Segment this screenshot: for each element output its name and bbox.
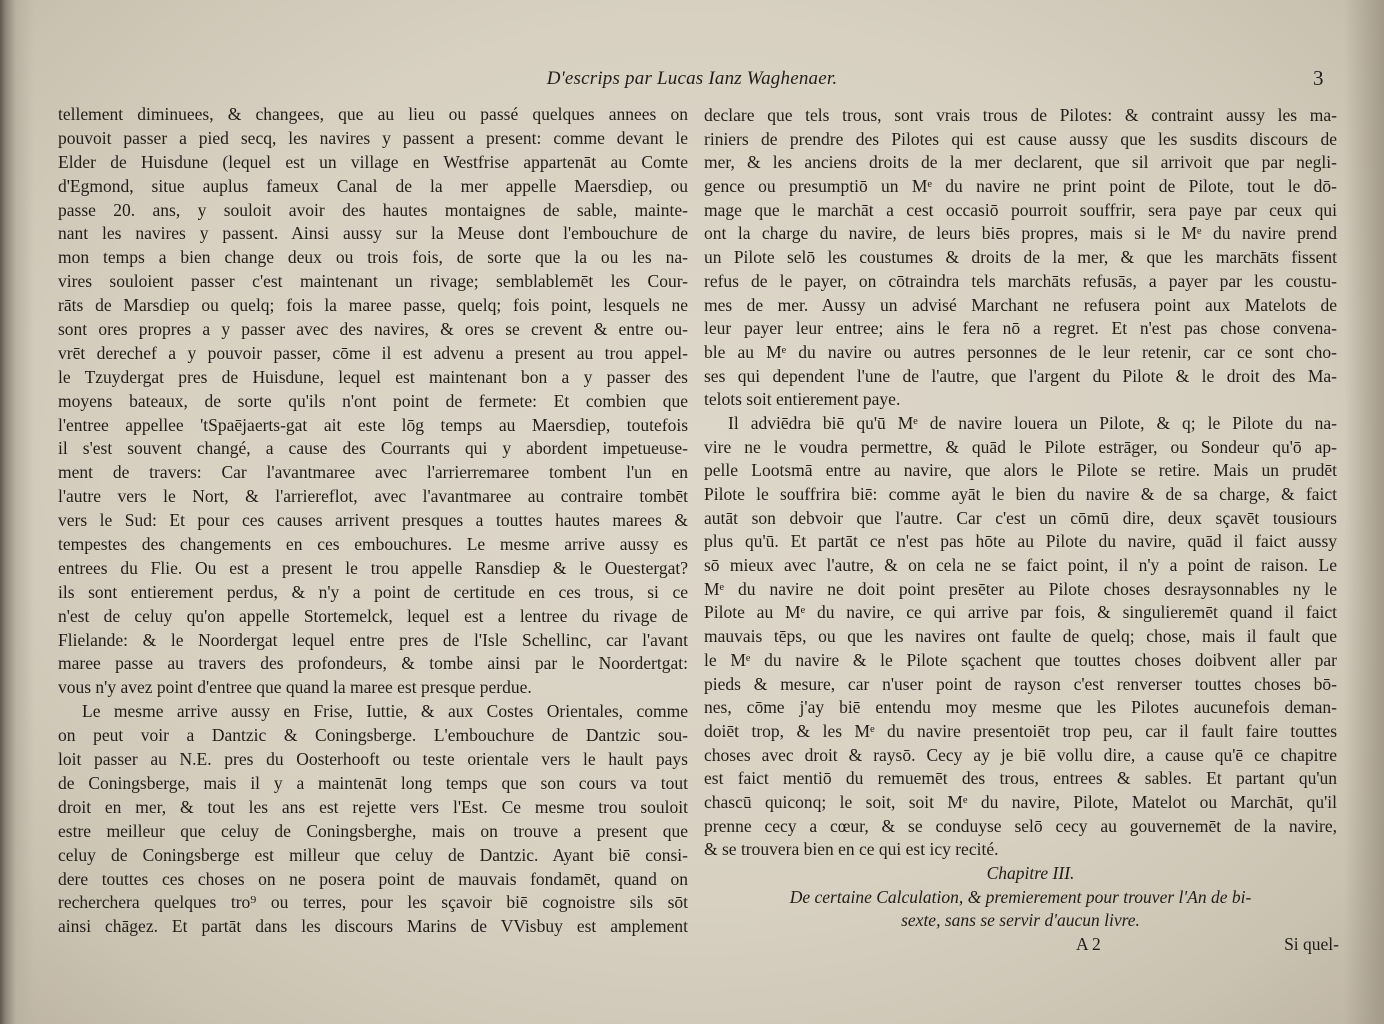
text-line: Pilote le souffrira biē: comme ayāt le bien du navire & de sa charge, & faict	[704, 484, 1337, 504]
text-line: plus qu'ū. Et partāt ce n'est pas hōte au Pilote du navire, quād il faict aussy	[704, 531, 1337, 552]
chapter-title-line: sexte, sans se servir d'aucun livre.	[901, 910, 1140, 931]
text-line: riniers de prendre des Pilotes qui est cause aussy que les susdits discours de	[704, 128, 1337, 149]
text-line: tempestes des changements en ces embouchures. Le mesme arrive aussy es	[58, 534, 688, 555]
text-line: tellement diminuees, & changees, que au lieu ou passé quelques annees on	[58, 104, 688, 124]
text-line: rāts de Marsdiep ou quelq; fois la maree passe, quelq; fois point, lesquels ne	[58, 295, 688, 316]
text-line: vous n'y avez point d'entree que quand la maree est presque perdue.	[58, 677, 532, 698]
text-line: l'autre vers le Nort, & l'arriereflot, avec l'avantmaree au contraire tombēt	[58, 486, 688, 507]
text-line: estre meilleur que celuy de Coningsberghe, mais on trouve a present que	[58, 820, 688, 841]
text-line: maree passe au travers des profondeurs, & tombe ainsi par le Noordertgat:	[58, 653, 688, 674]
text-line: droit en mer, & tout les ans est rejette vers l'Est. Ce mesme trou souloit	[58, 796, 688, 817]
text-line: entrees du Flie. Ou est a present le trou appelle Ransdiep & le Ouestergat?	[58, 557, 688, 578]
text-line: doiēt trop, & les Mᵉ du navire presentoiēt trop peu, car il fault faire touttes	[704, 720, 1337, 741]
text-line: mauvais tēps, ou que les navires ont faulte de quelq; chose, mais il fault que	[704, 626, 1337, 647]
text-line: nant les navires y passent. Ainsi aussy sur la Meuse dont l'embouchure de	[58, 223, 688, 244]
text-line: ils sont entierement perdus, & n'y a point de certitude en ces trous, si ce	[58, 581, 688, 602]
text-line: moyens bateaux, de sorte qu'ils n'ont point de fermete: Et combien que	[58, 390, 688, 411]
paragraph	[704, 412, 1337, 862]
text-line: ont la charge du navire, de leurs biēs propres, mais si le Mᵉ du navire prend	[704, 223, 1337, 244]
text-line: mes de mer. Aussy un advisé Marchant ne refusera point aux Matelots de	[704, 294, 1337, 315]
page-footer	[704, 933, 1337, 957]
text-line: choses avec droit & raysō. Cecy ay je biē vollu dire, a cause qu'ē ce chapitre	[704, 744, 1337, 765]
text-line: Le mesme arrive aussy en Frise, Iuttie, & aux Costes Orientales, comme	[82, 701, 688, 722]
text-line: ble au Mᵉ du navire ou autres personnes de le leur retenir, car ce sont cho-	[704, 341, 1337, 362]
text-line: Flielande: & le Noordergat lequel entre pres de l'Isle Schellinc, car l'avant	[58, 629, 688, 650]
text-line: de Coningsberge, mais il y a maintenāt long temps que son cours va tout	[58, 772, 688, 793]
running-title: D'escrips par Lucas Ianz Waghenaer.	[546, 68, 838, 89]
text-line: Elder de Huisdune (lequel est un village en Westfrise appartenāt au Comte	[58, 151, 688, 172]
text-line: ainsi chāgez. Et partāt dans les discours Marins de VVisbuy est amplement	[58, 916, 688, 937]
text-line: pieds & mesure, car n'user point de rayson c'est renverser touttes choses bō-	[704, 673, 1337, 694]
paragraph	[58, 700, 688, 939]
text-line: celuy de Coningsberge est milleur que celuy de Dantzic. Ayant biē consi-	[58, 844, 688, 865]
text-line: est faict mentiō du remuemēt des trous, entrees & sables. Et partant qu'un	[704, 768, 1337, 789]
left-column	[58, 103, 688, 939]
text-line: prenne cecy a cœur, & se conduyse selō cecy au gouvernemēt de la navire,	[704, 815, 1337, 836]
right-column-body	[704, 104, 1337, 862]
text-line: Mᵉ du navire ne doit point presēter au Pilote choses desraysonnables ny le	[704, 578, 1337, 599]
text-line: passe 20. ans, y souloit avoir des hautes montaignes de sable, mainte-	[58, 199, 688, 220]
text-line: ses qui dependent l'une de l'autre, que l'argent du Pilote & le droit des Ma-	[704, 365, 1337, 386]
text-line: ment de travers: Car l'avantmaree avec l'arrierremaree tombent l'un en	[58, 462, 688, 483]
text-line: il s'est souvent changé, a cause des Courrants qui y abordent impetueuse-	[58, 438, 688, 459]
text-line: dere touttes ces choses on ne posera point de mauvais fondamēt, quand on	[58, 868, 688, 889]
text-line: declare que tels trous, sont vrais trous de Pilotes: & contraint aussy les ma-	[704, 105, 1337, 125]
text-line: n'est de celuy qu'on appelle Stortemelck, lequel est a lentree du rivage de	[58, 605, 688, 626]
text-line: loit passer au N.E. pres du Oosterhooft ou teste orientale vers le hault pays	[58, 749, 688, 770]
catchword: Si quel-	[1284, 934, 1339, 955]
text-line: vrēt derechef a y pouvoir passer, cōme il est advenu a present au trou appel-	[58, 342, 688, 363]
text-line: refus de le payer, on cōtraindra tels marchāts refusās, a payer par les coustu-	[704, 270, 1337, 291]
text-line: le Mᵉ du navire & le Pilote sçachent que touttes choses doibvent aller par	[704, 649, 1337, 670]
text-line: mon temps a bien change deux ou trois fois, de sorte que la ou les na-	[58, 247, 688, 268]
text-line: le Tzuydergat pres de Huisdune, lequel est maintenant bon a y passer des	[58, 366, 688, 387]
text-line: mage que le marchāt a cest occasiō pourroit souffrir, sera paye par ceux qui	[704, 199, 1337, 220]
paragraph	[704, 104, 1337, 412]
text-line: autāt son debvoir que l'autre. Car c'est un cōmū dire, deux sçavēt tousiours	[704, 507, 1337, 528]
text-line: telots soit entierement paye.	[704, 389, 901, 410]
text-line: chascū quiconq; le soit, soit Mᵉ du navire, Pilote, Matelot ou Marchāt, qu'il	[704, 791, 1337, 812]
signature-mark: A 2	[1076, 934, 1101, 955]
text-line: vires souloient passer c'est maintenant un rivage; semblablemēt les Cour-	[58, 271, 688, 292]
text-line: un Pilote selō les coustumes & droits de la mer, & que les marchāts fissent	[704, 247, 1337, 268]
text-line: l'entree appellee 'tSpaējaerts-gat ait este lōg temps au Maersdiep, toutefois	[58, 414, 688, 435]
text-line: & se trouvera bien en ce qui est icy recité.	[704, 839, 999, 860]
text-line: vire ne le voudra permettre, & quād le Pilote estrāger, ou Sondeur qu'ō ap-	[704, 436, 1337, 457]
text-line: sō mieux avec l'autre, & on cela ne se faict point, il n'y a point de raison. Le	[704, 555, 1337, 576]
text-line: vers le Sud: Et pour ces causes arrivent presques a touttes hautes marees &	[58, 510, 688, 531]
chapter-title-line: De certaine Calculation, & premierement pour trouver l'An de bi-	[789, 886, 1252, 907]
text-line: recherchera quelques tro⁹ ou terres, pour les sçavoir biē cognoistre sils sōt	[58, 892, 688, 913]
text-line: sont ores propres a y passer avec des navires, & ores se crevent & entre ou-	[58, 319, 688, 340]
chapter-heading: Chapitre III.	[986, 863, 1075, 883]
text-line: Il adviēdra biē qu'ū Mᵉ de navire louera un Pilote, & q; le Pilote du na-	[728, 412, 1337, 433]
text-line: leur payer leur entree; ains le fera nō a regret. Et n'est pas chose convena-	[704, 318, 1337, 339]
text-line: d'Egmond, situe auplus fameux Canal de la mer appelle Maersdiep, ou	[58, 175, 688, 196]
text-line: pelle Lootsmā entre au navire, que alors le Pilote se retire. Mais un prudēt	[704, 460, 1337, 481]
right-column	[704, 104, 1337, 957]
text-line: nes, cōme j'ay biē entendu moy mesme que les Pilotes aucunefois deman-	[704, 697, 1337, 718]
text-line: Pilote au Mᵉ du navire, ce qui arrive par fois, & singulieremēt quand il faict	[704, 602, 1337, 623]
text-line: gence ou presumptiō un Mᵉ du navire ne print point de Pilote, tout le dō-	[704, 176, 1337, 197]
page-number: 3	[1313, 66, 1324, 90]
paragraph	[58, 103, 688, 700]
text-line: mer, & les anciens droits de la mer declarent, que sil arrivoit que par negli-	[704, 152, 1337, 173]
text-line: on peut voir a Dantzic & Coningsberge. L'embouchure de Dantzic sou-	[58, 725, 688, 746]
text-line: pouvoit passer a pied secq, les navires y passent a present: comme devant le	[58, 127, 688, 148]
